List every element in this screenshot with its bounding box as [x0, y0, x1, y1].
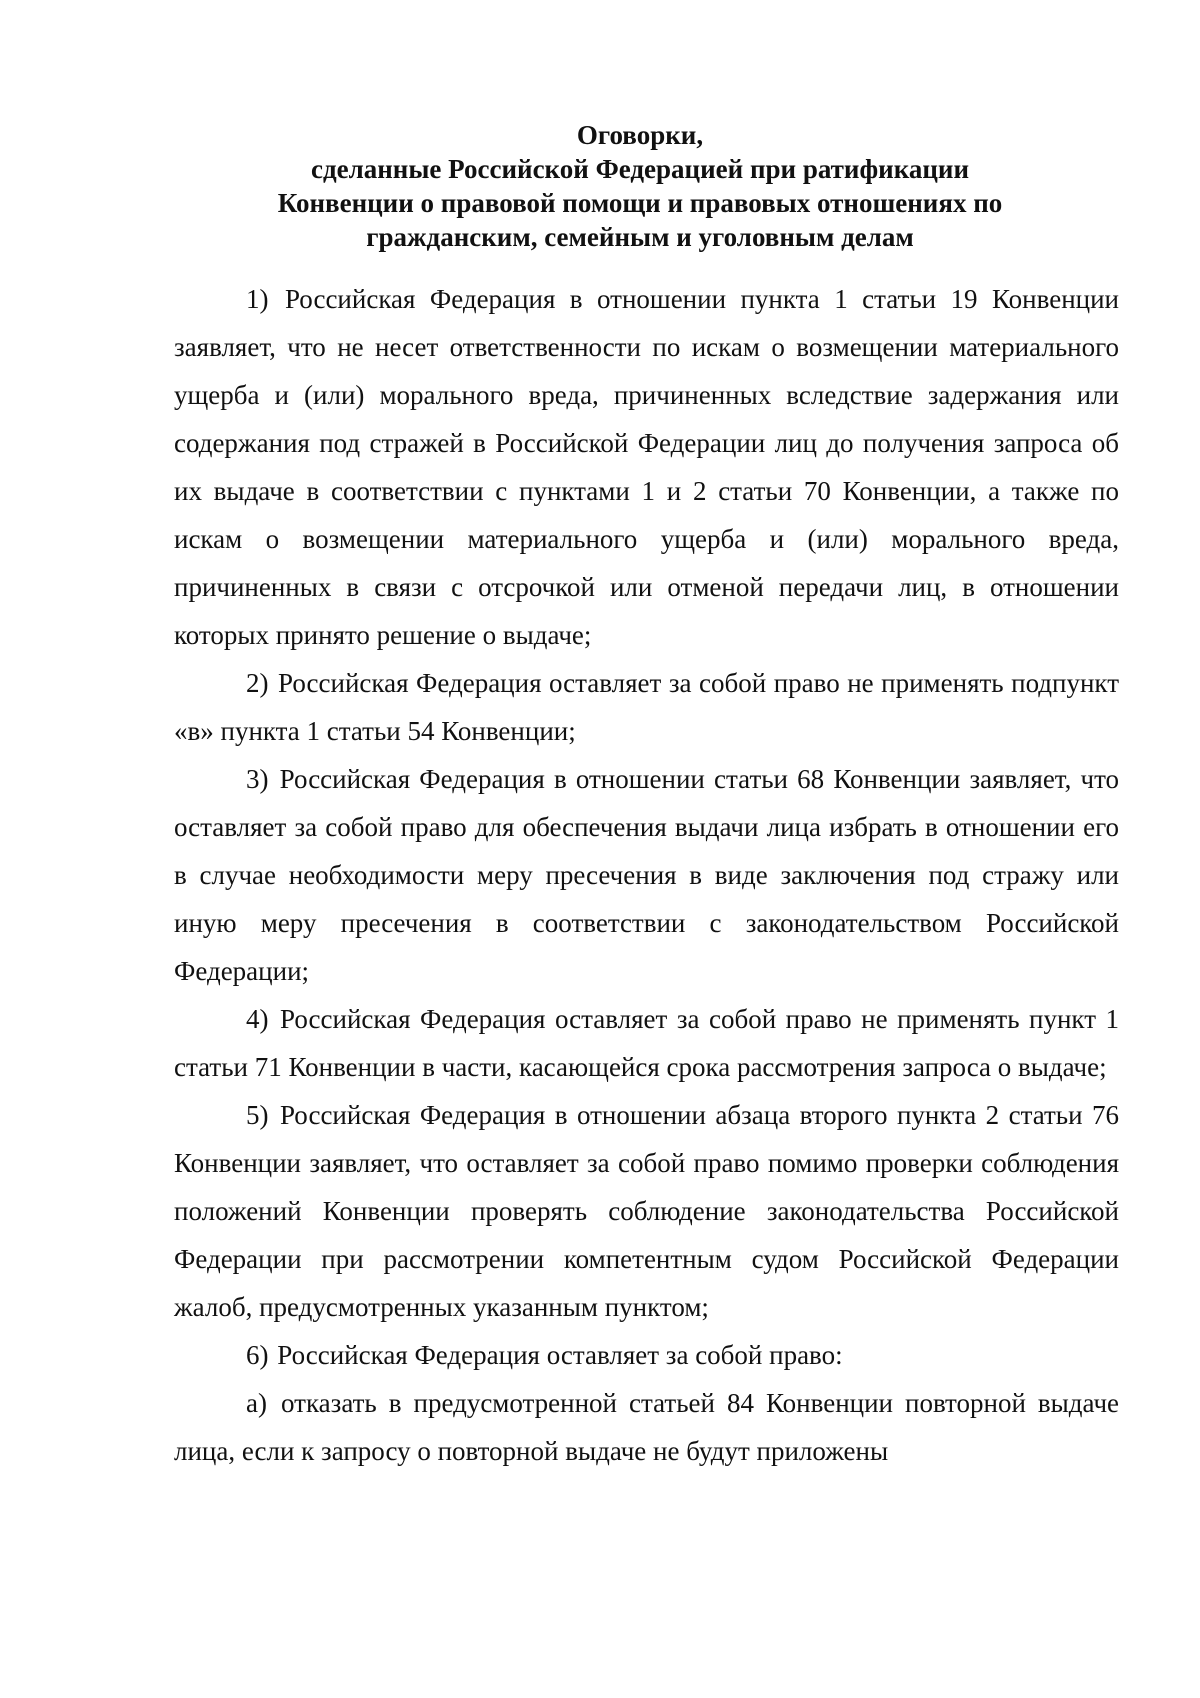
title-line-3: Конвенции о правовой помощи и правовых отношениях по: [277, 188, 1003, 218]
paragraph-text: Российская Федерация оставляет за собой право:: [277, 1340, 843, 1370]
paragraph-number: 4): [246, 1004, 269, 1034]
paragraph-text: отказать в предусмотренной статьей 84 Конвенции повторной выдаче лица, если к запросу о повторной выдаче не будут приложены: [174, 1388, 1120, 1466]
reservation-subparagraph-a: [174, 1379, 1119, 1475]
paragraph-number: 2): [246, 668, 269, 698]
reservation-paragraph-4: [174, 995, 1119, 1091]
paragraph-text: Российская Федерация в отношении абзаца второго пункта 2 статьи 76 Конвенции заявляет, что оставляет за собой право помимо проверки соблюдения положений Конвенции проверять соблюдение законодательства Российской Федерации при рассмотрении компетентным судом Российской Федерации жалоб, предусмотренных указанным пунктом;: [174, 1100, 1119, 1322]
reservation-paragraph-1: [174, 275, 1119, 659]
paragraph-number: 5): [246, 1100, 269, 1130]
paragraph-text: Российская Федерация оставляет за собой право не применять подпункт «в» пункта 1 статьи 54 Конвенции;: [174, 668, 1119, 746]
reservation-paragraph-5: [174, 1091, 1119, 1331]
title-line-1: Оговорки,: [576, 120, 704, 150]
document-body: [174, 275, 1119, 1475]
paragraph-number: 6): [246, 1340, 269, 1370]
paragraph-text: Российская Федерация в отношении пункта 1 статьи 19 Конвенции заявляет, что не несет ответственности по искам о возмещении материального ущерба и (или) морального вреда, причиненных вследствие задержания или содержания под стражей в Российской Федерации лиц до получения запроса об их выдаче в соответствии с пунктами 1 и 2 статьи 70 Конвенции, а также по искам о возмещении материального ущерба и (или) морального вреда, причиненных в связи с отсрочкой или отменой передачи лиц, в отношении которых принято решение о выдаче;: [174, 284, 1119, 650]
reservation-paragraph-3: [174, 755, 1119, 995]
paragraph-number: а): [246, 1388, 267, 1418]
title-line-2: сделанные Российской Федерацией при ратификации: [310, 154, 970, 184]
document-title: [240, 118, 1040, 254]
reservation-paragraph-6: [174, 1331, 1119, 1379]
reservation-paragraph-2: [174, 659, 1119, 755]
paragraph-text: Российская Федерация в отношении статьи 68 Конвенции заявляет, что оставляет за собой право для обеспечения выдачи лица избрать в отношении его в случае необходимости меру пресечения в виде заключения под стражу или иную меру пресечения в соответствии с законодательством Российской Федерации;: [174, 764, 1120, 986]
paragraph-number: 3): [246, 764, 269, 794]
title-line-4: гражданским, семейным и уголовным делам: [366, 222, 914, 252]
paragraph-text: Российская Федерация оставляет за собой право не применять пункт 1 статьи 71 Конвенции в части, касающейся срока рассмотрения запроса о выдаче;: [174, 1004, 1119, 1082]
paragraph-number: 1): [246, 284, 269, 314]
